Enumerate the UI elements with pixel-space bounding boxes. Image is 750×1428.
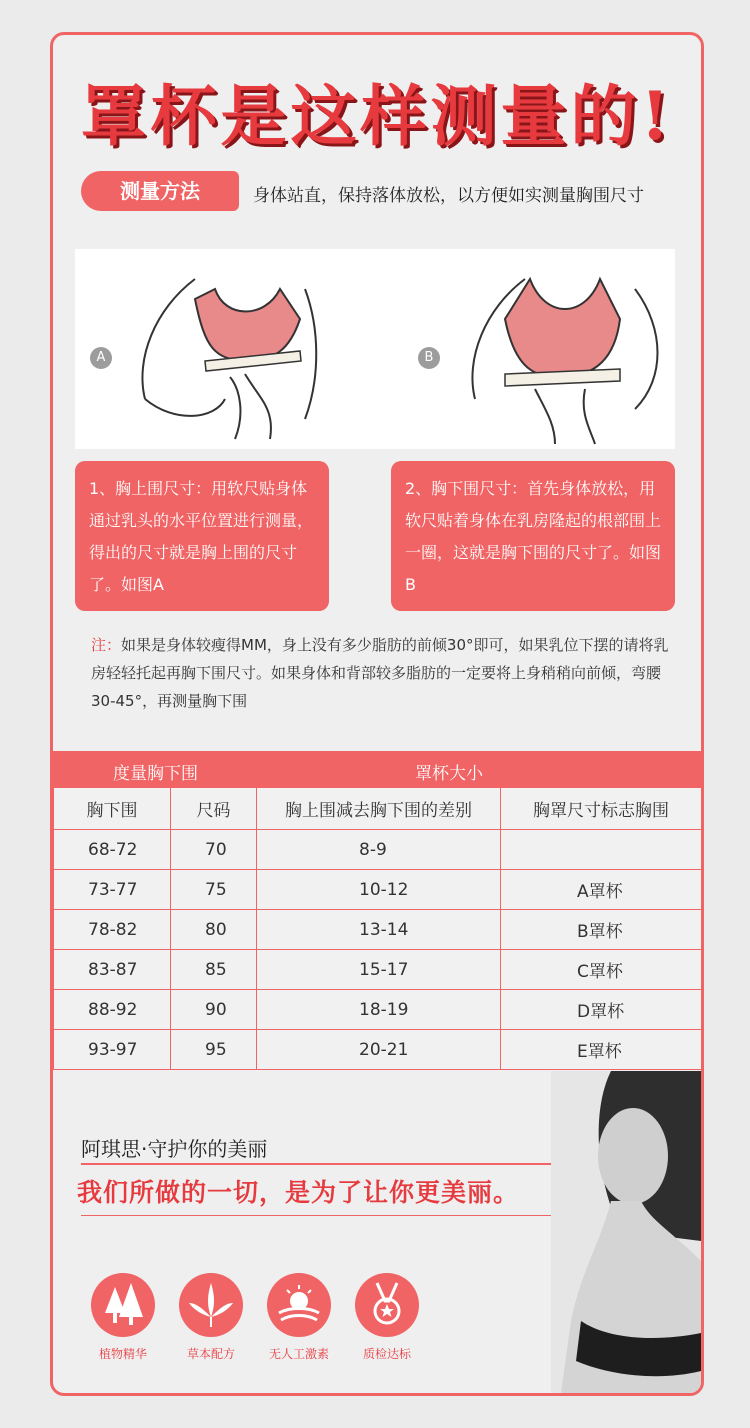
note — [91, 631, 671, 715]
feature-label: 无人工激素 — [268, 1347, 329, 1361]
card-upper-bust: 1、胸上围尺寸：用软尺贴身体通过乳头的水平位置进行测量，得出的尺寸就是胸上围的尺寸了。如图A — [75, 461, 329, 611]
note-label: 注： — [91, 636, 122, 654]
page-frame — [50, 32, 704, 1396]
divider — [81, 1163, 571, 1165]
figure-a-label: A — [90, 347, 112, 369]
table-cell: 15-17 — [257, 950, 501, 990]
table-cell: 75 — [171, 870, 257, 910]
feature-label: 质检达标 — [362, 1347, 411, 1361]
feature-label: 植物精华 — [98, 1347, 147, 1361]
table-group-header — [53, 751, 701, 787]
table-cell: 18-19 — [257, 990, 501, 1030]
table-cell: A罩杯 — [501, 870, 702, 910]
table-cell: D罩杯 — [501, 990, 702, 1030]
method-badge: 测量方法 — [81, 171, 239, 211]
table-cell: 70 — [171, 830, 257, 870]
model-photo — [551, 1071, 701, 1393]
trees-icon — [91, 1273, 155, 1337]
table-cell: 93-97 — [54, 1030, 171, 1070]
divider — [81, 1215, 571, 1216]
column-header: 胸下围 — [54, 788, 171, 830]
table-cell: 95 — [171, 1030, 257, 1070]
table-header-row — [54, 788, 702, 830]
group-underbust-label: 度量胸下围 — [113, 764, 198, 784]
table-cell: 68-72 — [54, 830, 171, 870]
table-row — [54, 990, 702, 1030]
column-header: 胸罩尺寸标志胸围 — [501, 788, 702, 830]
feature-herbal-formula — [171, 1273, 251, 1362]
table-cell: 80 — [171, 910, 257, 950]
feature-no-hormones — [259, 1273, 339, 1362]
table-cell: 78-82 — [54, 910, 171, 950]
leaf-icon — [179, 1273, 243, 1337]
table-cell: 90 — [171, 990, 257, 1030]
column-header: 尺码 — [171, 788, 257, 830]
medal-icon — [355, 1273, 419, 1337]
sun-waves-icon — [267, 1273, 331, 1337]
note-text: 如果是身体较瘦得MM，身上没有多少脂肪的前倾30°即可，如果乳位下摆的请将乳房轻轻托起再胸下围尺寸。如果身体和背部较多脂肪的一定要将上身稍稍向前倾，弯腰30-45°，再测量胸下围 — [91, 636, 669, 710]
table-cell: C罩杯 — [501, 950, 702, 990]
table-cell: 88-92 — [54, 990, 171, 1030]
size-table — [53, 787, 702, 1070]
feature-label: 草本配方 — [186, 1347, 235, 1361]
brand-slogan: 我们所做的一切，是为了让你更美丽。 — [77, 1178, 520, 1207]
table-cell: 73-77 — [54, 870, 171, 910]
headline: 罩杯是这样测量的! — [80, 77, 674, 155]
figure-a-illustration — [75, 249, 375, 449]
card-underbust: 2、胸下围尺寸：首先身体放松，用软尺贴着身体在乳房隆起的根部围上一圈，这就是胸下围的尺寸了。如图B — [391, 461, 675, 611]
table-cell: E罩杯 — [501, 1030, 702, 1070]
method-description: 身体站直，保持落体放松，以方便如实测量胸围尺寸 — [253, 186, 644, 206]
table-row — [54, 870, 702, 910]
figure-b-label: B — [418, 347, 440, 369]
table-cell: B罩杯 — [501, 910, 702, 950]
group-cup-label: 罩杯大小 — [415, 764, 483, 784]
table-cell: 8-9 — [257, 830, 501, 870]
table-row — [54, 830, 702, 870]
feature-plant-essence — [83, 1273, 163, 1362]
table-row — [54, 950, 702, 990]
table-cell: 83-87 — [54, 950, 171, 990]
figure-b-illustration — [405, 249, 704, 449]
measurement-illustration — [75, 249, 675, 449]
table-cell: 13-14 — [257, 910, 501, 950]
table-cell — [501, 830, 702, 870]
table-cell: 10-12 — [257, 870, 501, 910]
brand-tagline: 阿琪思·守护你的美丽 — [81, 1137, 268, 1161]
table-cell: 85 — [171, 950, 257, 990]
column-header: 胸上围减去胸下围的差别 — [257, 788, 501, 830]
table-row — [54, 1030, 702, 1070]
feature-quality-check — [347, 1273, 427, 1362]
table-row — [54, 910, 702, 950]
table-cell: 20-21 — [257, 1030, 501, 1070]
